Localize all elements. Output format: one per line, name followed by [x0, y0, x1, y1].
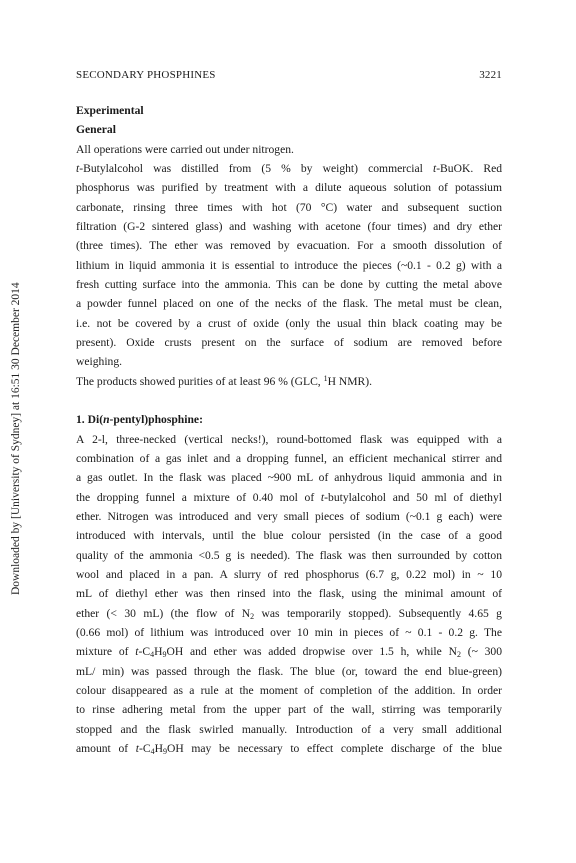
text-line: to rinse adhering metal from the upper part of the wall, stirring was temporarily — [76, 703, 502, 717]
text-line: filtration (G-2 sintered glass) and washing with acetone (four times) and dry ether — [76, 220, 502, 234]
text-line: All operations were carried out under nitrogen. — [76, 142, 294, 156]
text-line: mixture of $t-C_4H_9OH$ and ether was added dropwise over 1.5 h, while $N_2$ (~ 300 — [76, 645, 502, 660]
body-text — [76, 101, 502, 758]
text-line: i.e. not be covered by a crust of oxide (only the usual thin black coating may be — [76, 316, 502, 330]
text-line: (0.66 mol) of lithium was introduced over 10 min in pieces of ~ 0.1 - 0.2 g. The — [76, 625, 502, 639]
text-line: ether (< 30 mL) (the flow of $N_2$ was temporarily stopped). Subsequently 4.65 g — [76, 606, 502, 621]
text-line: t-Butylalcohol was distilled from (5 % by weight) commercial t-BuOK. Red — [76, 162, 503, 176]
text-line: phosphorus was purified by treatment with a dilute aqueous solution of potassium — [76, 181, 502, 195]
text-line: present). Oxide crusts present on the surface of sodium are removed before — [76, 336, 502, 350]
text-line: mL/ min) was passed through the flask. The blue (or, toward the end blue-green) — [76, 664, 502, 678]
section-heading-experimental: Experimental — [76, 104, 144, 117]
text-line: quality of the ammonia <0.5 g is needed). The flask was then surrounded by cotton — [76, 548, 502, 562]
text-line: A 2-l, three-necked (vertical necks!), round-bottomed flask was equipped with a — [76, 432, 502, 446]
text-line: a gas outlet. In the flask was placed ~900 mL of anhydrous liquid ammonia and in — [76, 471, 502, 485]
text-line: introduced with intervals, until the blue colour persisted (in the case of a good — [76, 529, 502, 543]
text-line: The products showed purities of at least 96 % (GLC, $^1$H NMR). — [76, 373, 373, 388]
text-line: fresh cutting surface into the ammonia. This can be done by cutting the metal above — [76, 278, 502, 292]
text-line: mL of diethyl ether was then rinsed into the flask, using the minimal amount of — [76, 587, 502, 601]
text-line: colour disappeared as a rule at the moment of completion of the addition. In order — [76, 683, 502, 697]
section-heading-general: General — [76, 123, 116, 137]
running-title: SECONDARY PHOSPHINES — [76, 69, 216, 81]
text-line: weighing. — [76, 355, 123, 369]
text-line: stopped and the flask swirled manually. Introduction of a very small additional — [76, 722, 502, 736]
section-heading-dipentylphosphine: 1. Di(n-pentyl)phosphine: — [76, 413, 203, 427]
general-paragraph — [76, 140, 502, 391]
text-line: amount of $t-C_4H_9OH$ may be necessary to effect complete discharge of the blue — [76, 742, 502, 756]
text-line: wool and placed in a pan. A slurry of red phosphorus (6.7 g, 0.22 mol) in ~ 10 — [76, 567, 502, 581]
text-line: combination of a gas inlet and a dropping funnel, an efficient mechanical stirrer and — [76, 451, 502, 465]
text-line: a powder funnel placed on one of the necks of the flask. The metal must be clean, — [76, 297, 502, 311]
text-line: carbonate, rinsing three times with hot (70 °C) water and subsequent suction — [76, 200, 502, 214]
page-number: 3221 — [479, 69, 502, 81]
text-line: ether. Nitrogen was introduced and very small pieces of sodium (~0.1 g each) were — [76, 509, 502, 523]
text-line: (three times). The ether was removed by evacuation. For a smooth dissolution of — [76, 239, 502, 253]
text-line: lithium in liquid ammonia it is essential to introduce the pieces (~0.1 - 0.2 g) with a — [76, 258, 502, 272]
text-line: the dropping funnel a mixture of 0.40 mol of t-butylalcohol and 50 ml of diethyl — [76, 490, 502, 504]
download-watermark: Downloaded by [University of Sydney] at 16:51 30 December 2014 — [10, 282, 22, 595]
procedure-paragraph — [76, 430, 502, 759]
